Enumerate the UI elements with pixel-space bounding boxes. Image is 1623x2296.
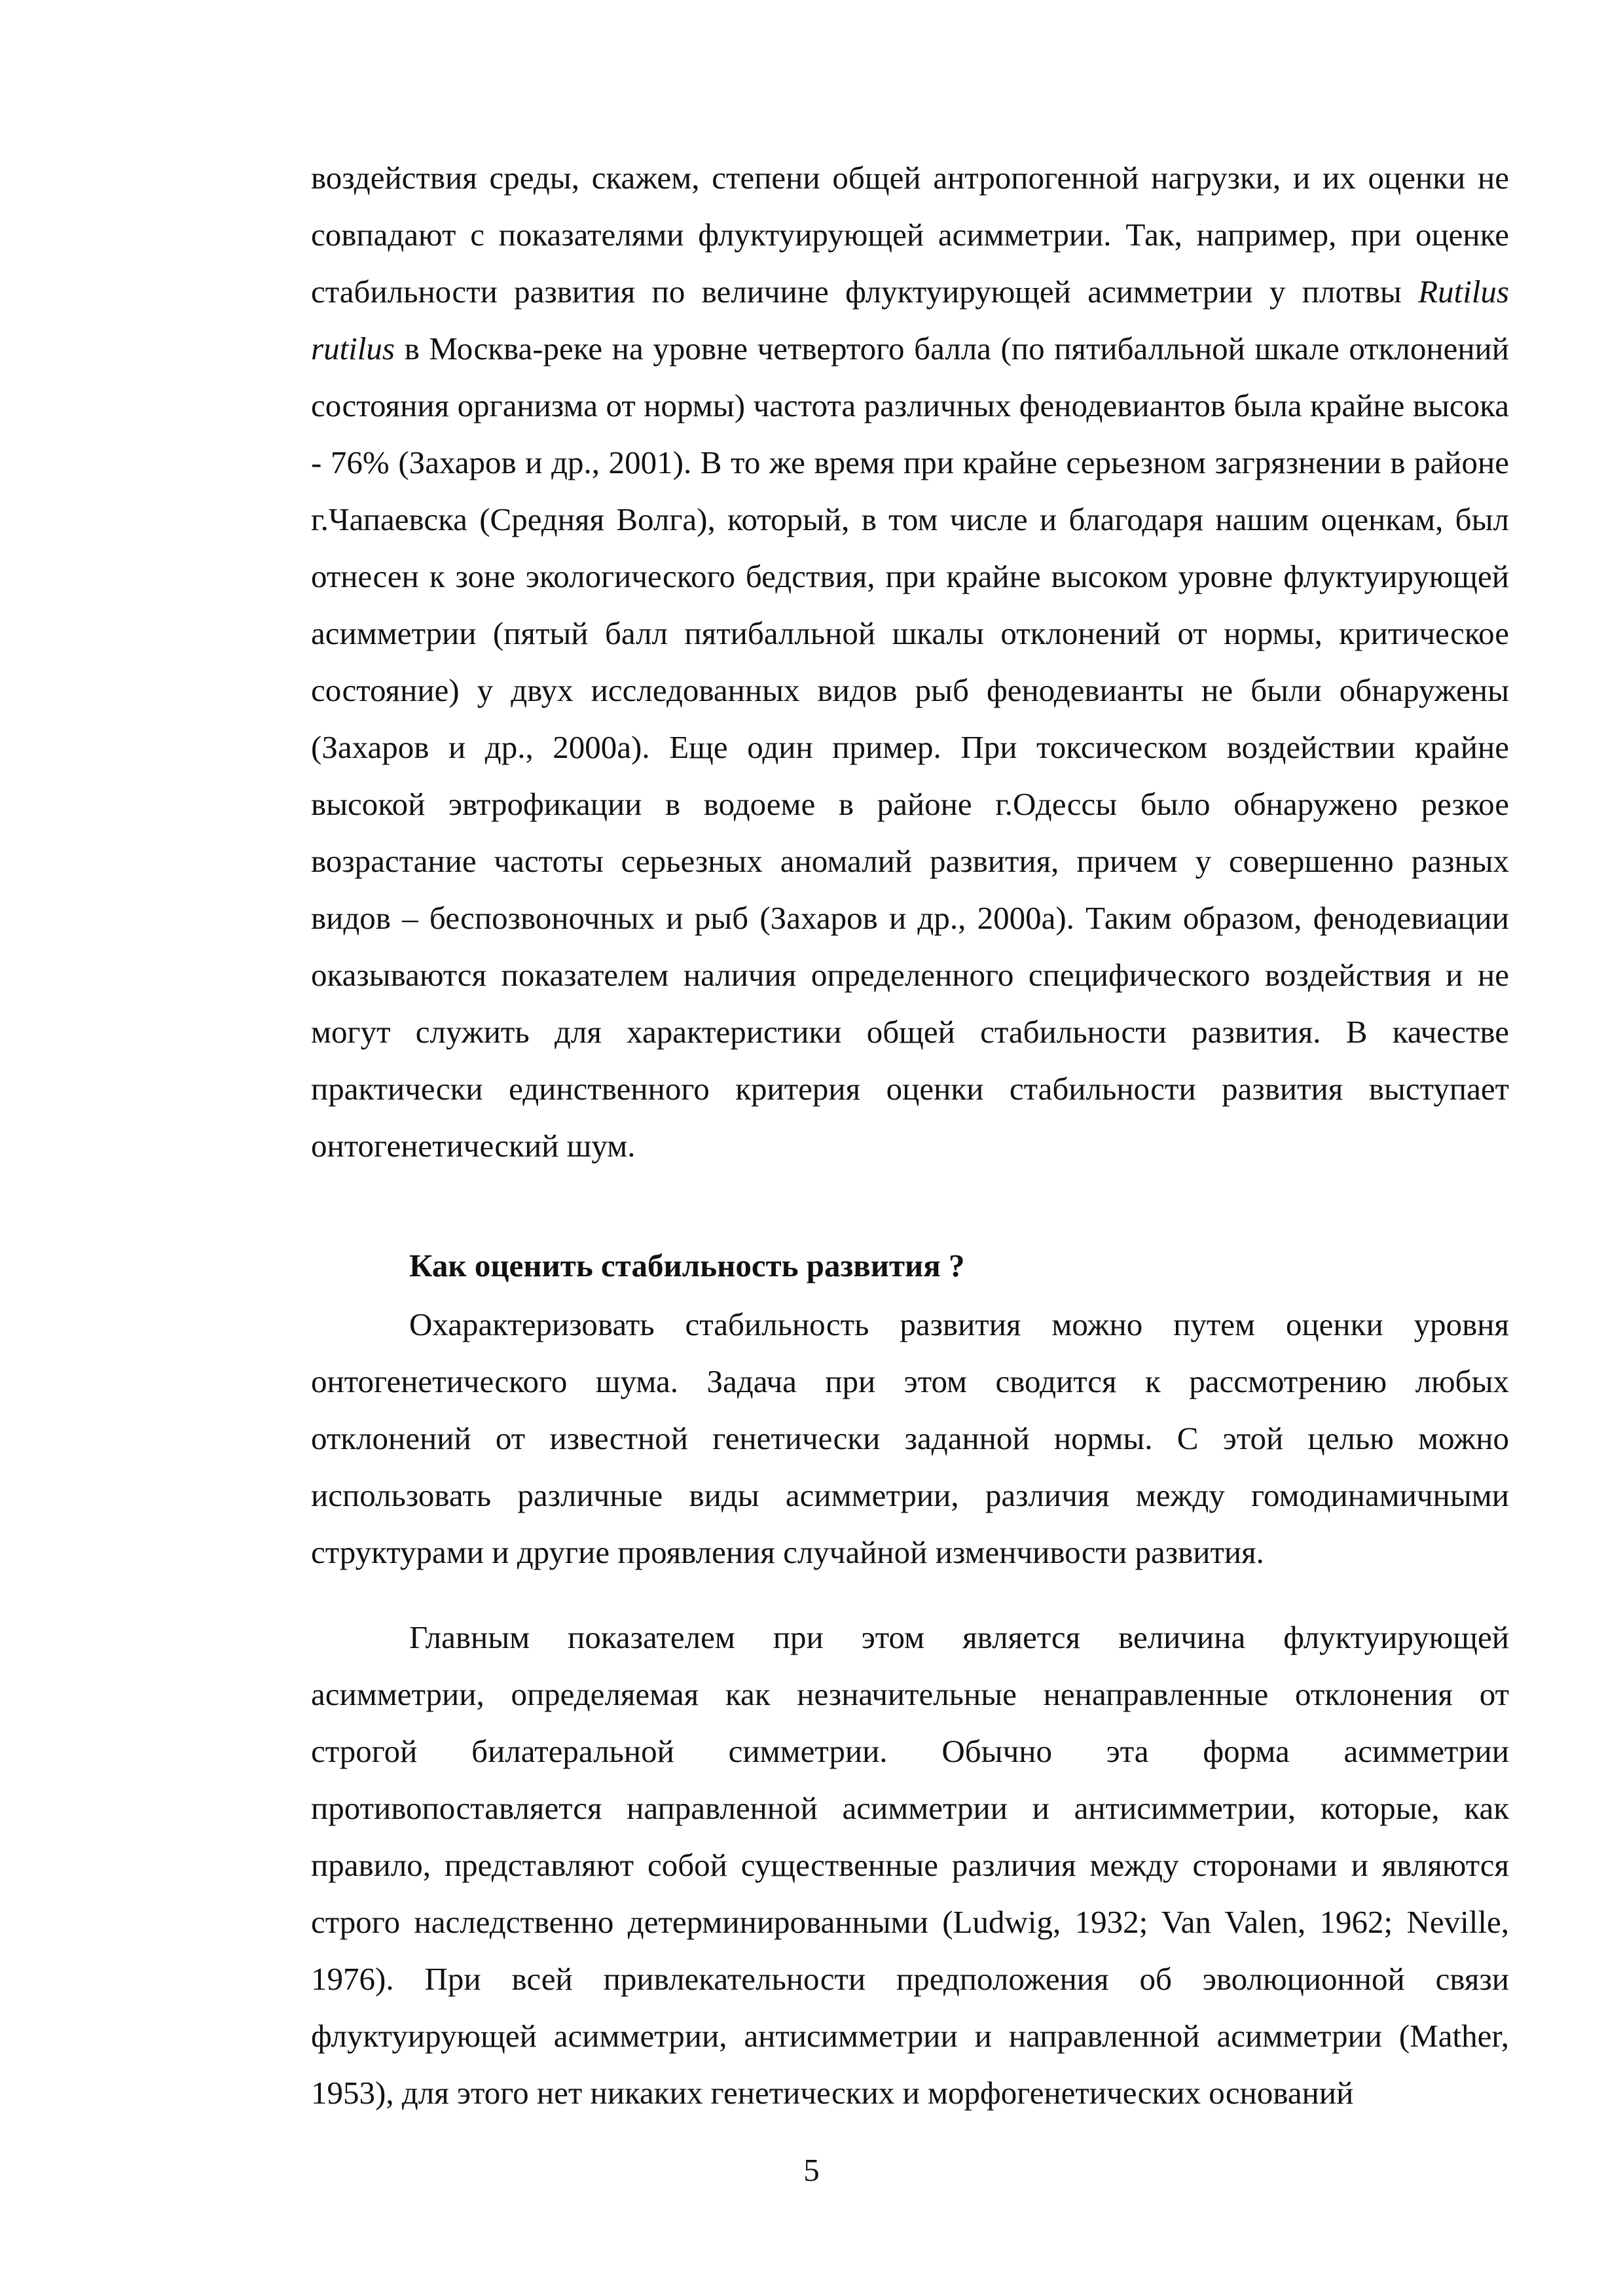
section-heading: Как оценить стабильность развития ? [409, 1247, 965, 1283]
page-number: 5 [803, 2152, 820, 2188]
paragraph-fluctuating-asymmetry [311, 149, 1509, 1174]
paragraph-text-part-a: воздействия среды, скажем, степени общей антропогенной нагрузки, и их оценки не совпадают с показателями флуктуирующей асимметрии. Так, например, при оценке стабильности развития по величине флуктуирующей асимметрии у плотвы [311, 160, 1509, 310]
paragraph-text: Охарактеризовать стабильность развития можно путем оценки уровня онтогенетического шума. Задача при этом сводится к рассмотрению любых отклонений от известной генетически заданной нормы. С этой целью можно использовать различные виды асимметрии, различия между гомодинамичными структурами и другие проявления случайной изменчивости развития. [311, 1306, 1509, 1570]
paragraph-text [311, 149, 1509, 1174]
paragraph-ontogenetic-noise [311, 1296, 1509, 1581]
paragraph-main-indicator [311, 1609, 1509, 2121]
paragraph-text-part-b: в Москва-реке на уровне четвертого балла (по пятибалльной шкале отклонений состояния организма от нормы) частота различных фенодевиантов была крайне высока - 76% (Захаров и др., 2001). В то же время при крайне серьезном загрязнении в районе г.Чапаевска (Средняя Волга), который, в том числе и благодаря нашим оценкам, был отнесен к зоне экологического бедствия, при крайне высоком уровне флуктуирующей асимметрии (пятый балл пятибалльной шкалы отклонений от нормы, критическое состояние) у двух исследованных видов рыб фенодевианты не были обнаружены (Захаров и др., 2000а). Еще один пример. При токсическом воздействии крайне высокой эвтрофикации в водоеме в районе г.Одессы было обнаружено резкое возрастание частоты серьезных аномалий развития, причем у совершенно разных видов – беспозвоночных и рыб (Захаров и др., 2000а). Таким образом, фенодевиации оказываются показателем наличия определенного специфического воздействия и не могут служить для характеристики общей стабильности развития. В качестве практически единственного критерия оценки стабильности развития выступает онтогенетический шум. [311, 331, 1509, 1164]
paragraph-text: Главным показателем при этом является величина флуктуирующей асимметрии, определяемая как незначительные ненаправленные отклонения от строгой билатеральной симметрии. Обычно эта форма асимметрии противопоставляется направленной асимметрии и антисимметрии, которые, как правило, представляют собой существенные различия между сторонами и являются строго наследственно детерминированными (Ludwig, 1932; Van Valen, 1962; Neville, 1976). При всей привлекательности предположения об эволюционной связи флуктуирующей асимметрии, антисимметрии и направленной асимметрии (Mather, 1953), для этого нет никаких генетических и морфогенетических оснований [311, 1619, 1509, 2111]
species-name: Rutilus rutilus [311, 274, 1509, 367]
